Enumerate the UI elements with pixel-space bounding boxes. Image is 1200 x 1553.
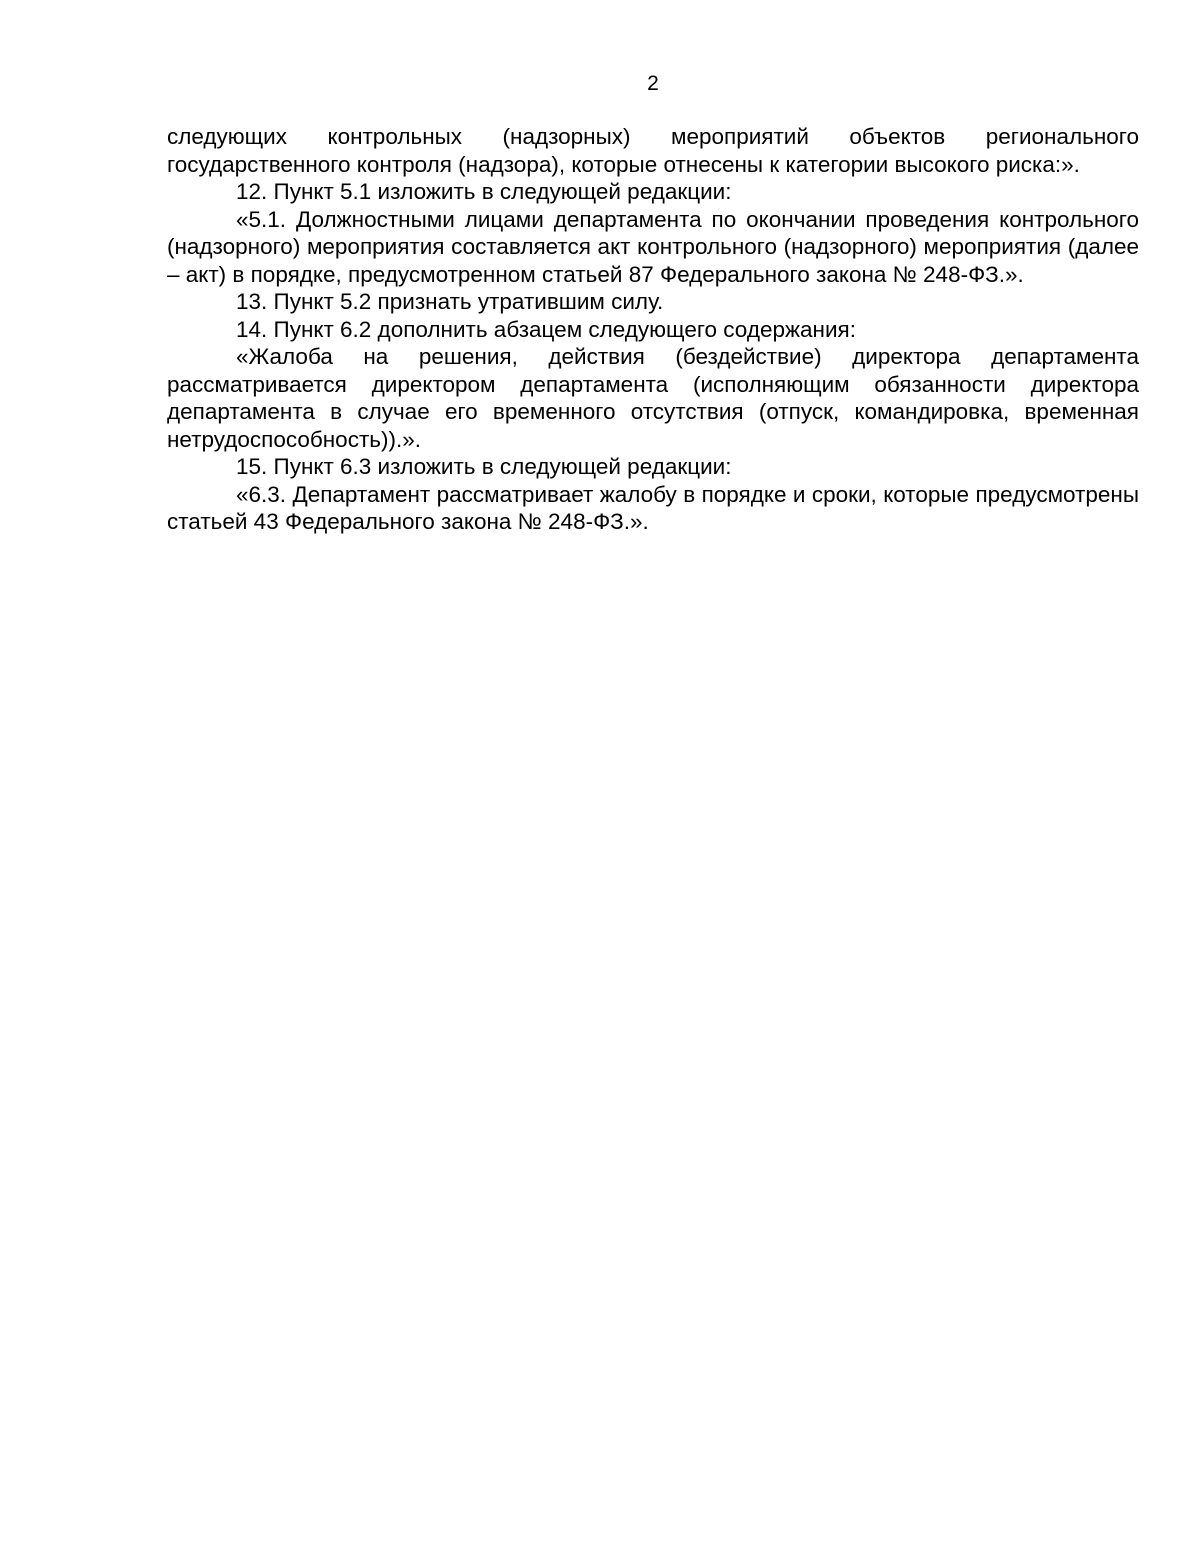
paragraph-item-13: 13. Пункт 5.2 признать утратившим силу. [236,289,664,314]
paragraph-item-14: 14. Пункт 6.2 дополнить абзацем следующего содержания: [236,316,856,342]
document-body [167,123,1139,536]
paragraph-item-12-quote: «5.1. Должностными лицами департамента по окончании проведения контрольного (надзорного) мероприятия составляется акт контрольного (надзорного) мероприятия (далее – акт) в порядке, предусмотренном статьей 87 Федерального закона № 248-ФЗ.». [167,206,1139,287]
paragraph-item-12: 12. Пункт 5.1 изложить в следующей редакции: [236,179,732,204]
paragraph-item-15: 15. Пункт 6.3 изложить в следующей редакции: [236,454,732,479]
page-number: 2 [647,72,659,95]
paragraph-continuation: следующих контрольных (надзорных) мероприятий объектов регионального государственного контроля (надзора), которые отнесены к категории высокого риска:». [167,124,1139,177]
paragraph-item-14-quote: «Жалоба на решения, действия (бездействие) директора департамента рассматривается директором департамента (исполняющим обязанности директора департамента в случае его временного отсутствия (отпуск, командировка, временная нетрудоспособность)).». [167,344,1139,452]
paragraph-item-15-quote: «6.3. Департамент рассматривает жалобу в порядке и сроки, которые предусмотрены статьей 43 Федерального закона № 248-ФЗ.». [167,481,1139,534]
